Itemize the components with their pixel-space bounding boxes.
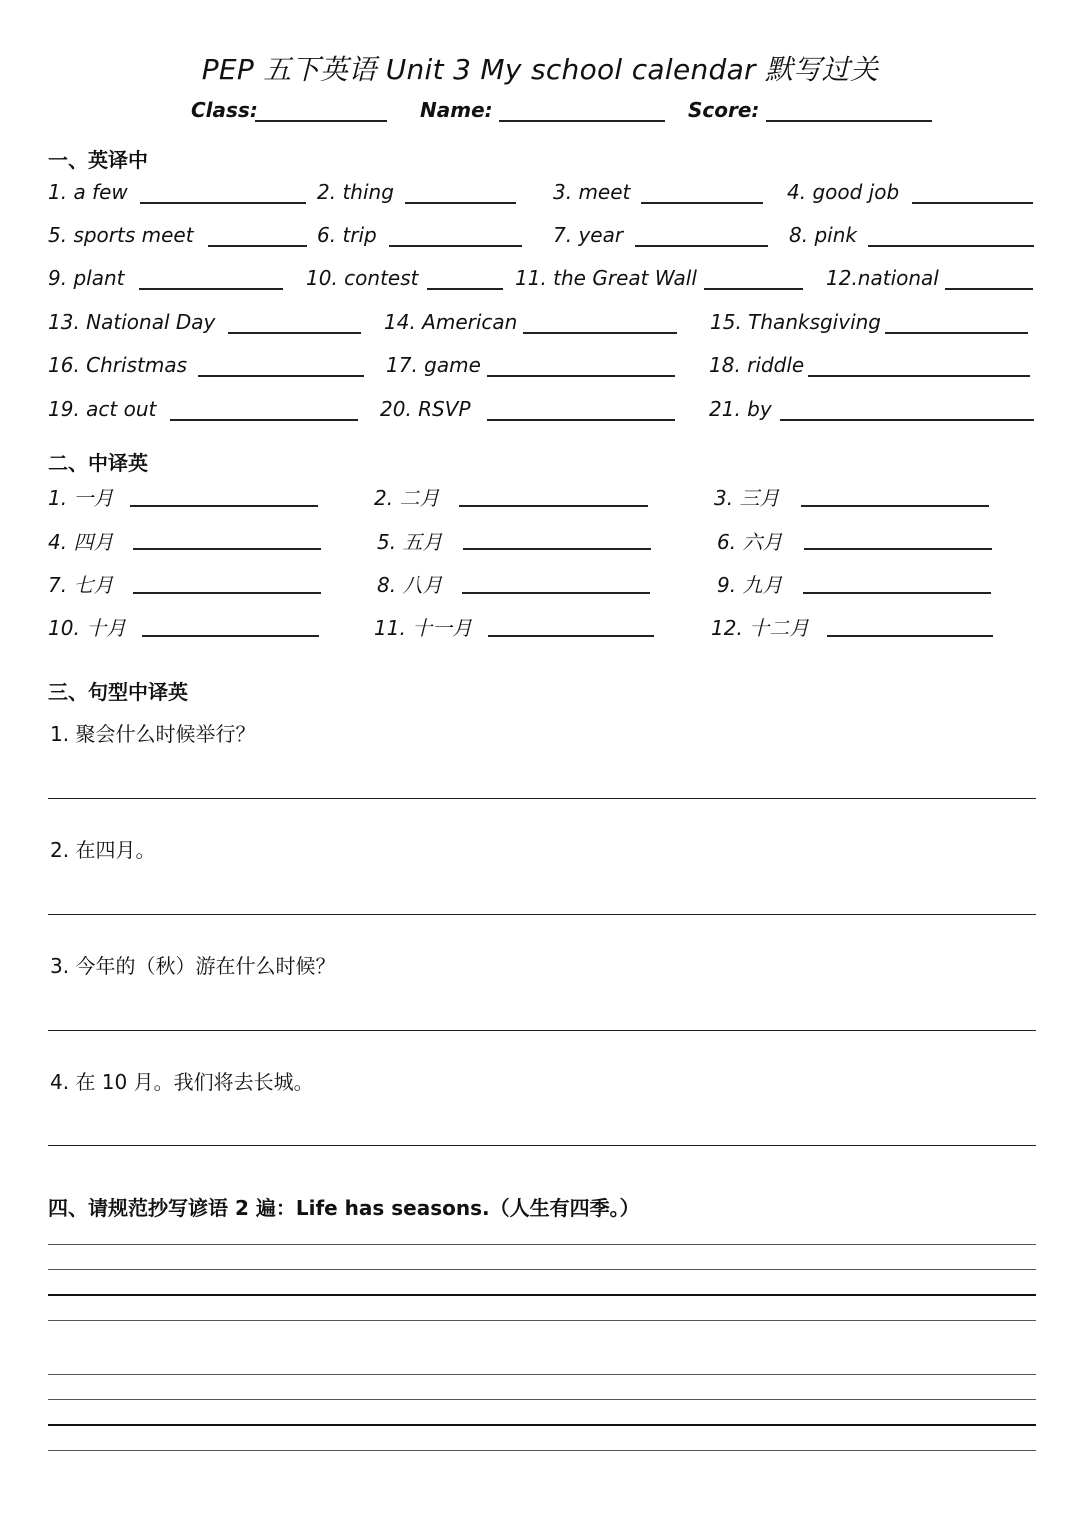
s2-item-5: 5. 五月: [377, 530, 443, 554]
s3-answer-line-2[interactable]: [48, 914, 1036, 915]
s2-blank-10[interactable]: [142, 635, 319, 637]
s2-item-9: 9. 九月: [717, 573, 783, 597]
class-label: Class:: [191, 98, 258, 122]
s1-item-2: 2. thing: [317, 180, 394, 204]
copy-line-1a[interactable]: [48, 1244, 1036, 1245]
s3-question-2: 2. 在四月。: [50, 838, 156, 862]
s1-blank-12[interactable]: [945, 288, 1033, 290]
s2-blank-3[interactable]: [801, 505, 989, 507]
s2-blank-8[interactable]: [462, 592, 650, 594]
s3-answer-line-3[interactable]: [48, 1030, 1036, 1031]
s2-blank-7[interactable]: [133, 592, 321, 594]
section3-heading: 三、句型中译英: [48, 680, 188, 704]
s2-item-1: 1. 一月: [48, 486, 114, 510]
copy-line-2b[interactable]: [48, 1399, 1036, 1400]
s2-item-4: 4. 四月: [48, 530, 114, 554]
s1-item-4: 4. good job: [787, 180, 900, 204]
s2-blank-12[interactable]: [827, 635, 993, 637]
s1-blank-4[interactable]: [912, 202, 1033, 204]
page-title: PEP 五下英语 Unit 3 My school calendar 默写过关: [201, 53, 879, 86]
s3-answer-line-4[interactable]: [48, 1145, 1036, 1146]
s1-item-20: 20. RSVP: [380, 397, 471, 421]
s1-blank-13[interactable]: [228, 332, 361, 334]
s1-blank-14[interactable]: [523, 332, 677, 334]
copy-line-2d[interactable]: [48, 1450, 1036, 1451]
s2-item-10: 10. 十月: [48, 616, 127, 640]
s1-blank-16[interactable]: [198, 375, 364, 377]
s1-blank-15[interactable]: [885, 332, 1028, 334]
s2-blank-5[interactable]: [463, 548, 651, 550]
s3-question-3: 3. 今年的（秋）游在什么时候？: [50, 954, 336, 978]
copy-line-1d[interactable]: [48, 1320, 1036, 1321]
s1-blank-9[interactable]: [139, 288, 283, 290]
s1-item-12: 12.national: [826, 266, 939, 290]
section4-heading: 四、请规范抄写谚语 2 遍：Life has seasons.（人生有四季。）: [48, 1196, 640, 1220]
score-label: Score:: [688, 98, 760, 122]
s2-blank-4[interactable]: [133, 548, 321, 550]
copy-line-1b[interactable]: [48, 1269, 1036, 1270]
class-field[interactable]: [255, 120, 387, 122]
copy-line-2c[interactable]: [48, 1424, 1036, 1426]
s1-item-17: 17. game: [386, 353, 481, 377]
s2-blank-1[interactable]: [130, 505, 318, 507]
s1-blank-5[interactable]: [208, 245, 307, 247]
s2-item-3: 3. 三月: [714, 486, 780, 510]
s1-item-14: 14. American: [384, 310, 518, 334]
s2-item-12: 12. 十二月: [711, 616, 810, 640]
s2-blank-6[interactable]: [804, 548, 992, 550]
s3-answer-line-1[interactable]: [48, 798, 1036, 799]
s1-blank-7[interactable]: [635, 245, 768, 247]
s1-blank-3[interactable]: [641, 202, 763, 204]
copy-line-1c[interactable]: [48, 1294, 1036, 1296]
s1-blank-10[interactable]: [427, 288, 503, 290]
s1-item-8: 8. pink: [789, 223, 857, 247]
s1-item-10: 10. contest: [306, 266, 419, 290]
s1-item-19: 19. act out: [48, 397, 157, 421]
s1-blank-1[interactable]: [140, 202, 306, 204]
s1-item-16: 16. Christmas: [48, 353, 188, 377]
s1-blank-6[interactable]: [389, 245, 522, 247]
s1-blank-21[interactable]: [780, 419, 1034, 421]
s1-item-1: 1. a few: [48, 180, 128, 204]
copy-line-2a[interactable]: [48, 1374, 1036, 1375]
s1-item-13: 13. National Day: [48, 310, 216, 334]
s1-blank-20[interactable]: [487, 419, 675, 421]
s1-item-3: 3. meet: [553, 180, 631, 204]
score-field[interactable]: [766, 120, 932, 122]
s1-blank-17[interactable]: [487, 375, 675, 377]
s1-item-6: 6. trip: [317, 223, 377, 247]
s2-item-11: 11. 十一月: [374, 616, 473, 640]
s1-blank-19[interactable]: [170, 419, 358, 421]
s1-item-18: 18. riddle: [709, 353, 805, 377]
s1-blank-8[interactable]: [868, 245, 1034, 247]
s1-blank-2[interactable]: [405, 202, 516, 204]
s2-blank-9[interactable]: [803, 592, 991, 594]
s1-item-11: 11. the Great Wall: [515, 266, 697, 290]
s3-question-1: 1. 聚会什么时候举行？: [50, 722, 256, 746]
s3-question-4: 4. 在 10 月。我们将去长城。: [50, 1070, 314, 1094]
s1-item-5: 5. sports meet: [48, 223, 194, 247]
s1-blank-18[interactable]: [808, 375, 1030, 377]
s1-item-15: 15. Thanksgiving: [710, 310, 882, 334]
section2-heading: 二、中译英: [48, 451, 148, 475]
s2-item-2: 2. 二月: [374, 486, 440, 510]
name-label: Name:: [420, 98, 493, 122]
section1-heading: 一、英译中: [48, 148, 148, 172]
s1-item-9: 9. plant: [48, 266, 125, 290]
s2-item-8: 8. 八月: [377, 573, 443, 597]
s2-item-7: 7. 七月: [48, 573, 114, 597]
s2-blank-2[interactable]: [459, 505, 648, 507]
name-field[interactable]: [499, 120, 665, 122]
s1-item-7: 7. year: [553, 223, 624, 247]
s1-item-21: 21. by: [709, 397, 772, 421]
s2-item-6: 6. 六月: [717, 530, 783, 554]
s1-blank-11[interactable]: [704, 288, 803, 290]
s2-blank-11[interactable]: [488, 635, 654, 637]
